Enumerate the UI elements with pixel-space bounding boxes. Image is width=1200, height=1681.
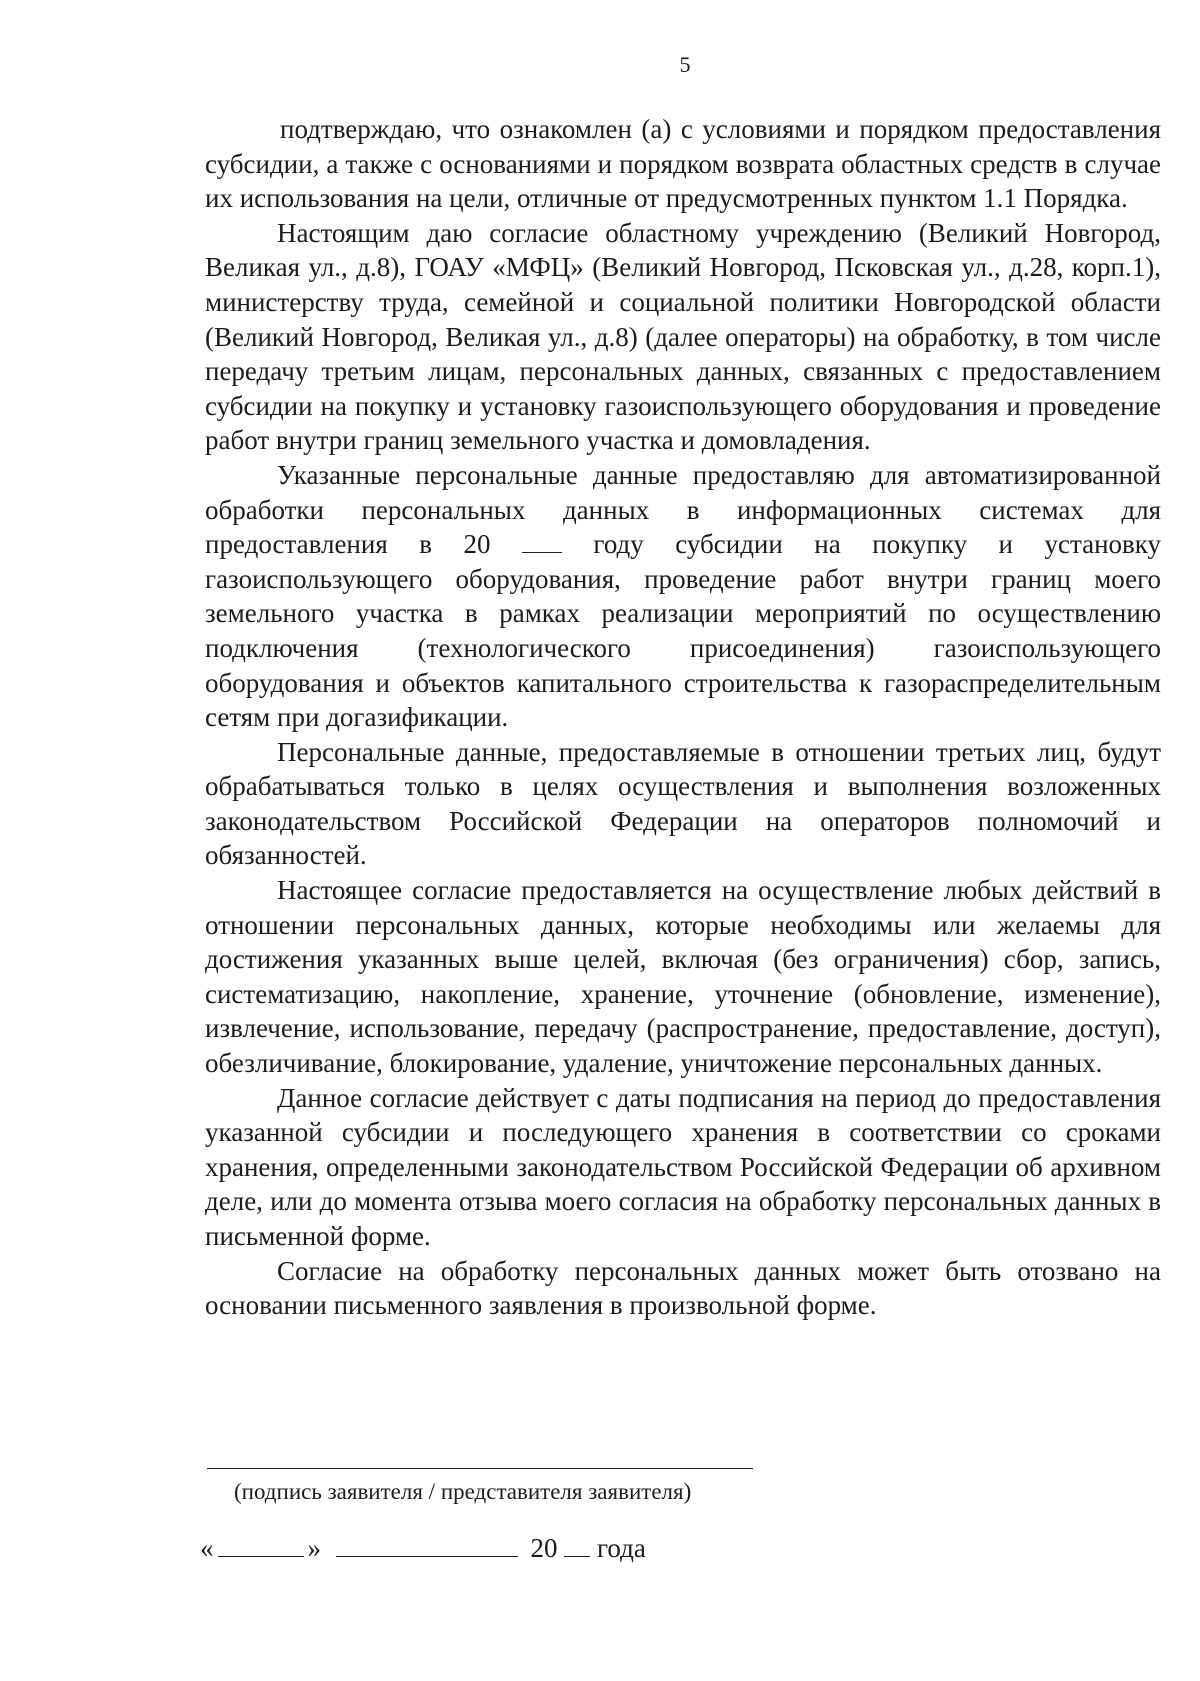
- date-year-word: года: [597, 1533, 646, 1563]
- paragraph-actions-scope: Настоящее согласие предоставляется на осуществление любых действий в отношении персональных данных, которые необходимы или желаемы для достижения указанных выше целей, включая (без ограничения) сбор, запись, систематизацию, накопление, хранение, уточнение (обновление, изменение), извлечение, использование, передачу (распространение, предоставление, доступ), обезличивание, блокирование, удаление, уничтожение персональных данных.: [205, 875, 1161, 1079]
- date-close-quote: »: [307, 1533, 321, 1563]
- paragraph-acknowledgement: подтверждаю, что ознакомлен (а) с условиями и порядком предоставления субсидии, а также с основаниями и порядком возврата областных средств в случае их использования на цели, отличные от предусмотренных пунктом 1.1 Порядка.: [205, 114, 1161, 214]
- paragraph-validity-period: Данное согласие действует с даты подписания на период до предоставления указанной субсидии и последующего хранения в соответствии со сроками хранения, определенными законодательством Российской Федерации об архивном деле, или до момента отзыва моего согласия на обработку персональных данных в письменной форме.: [205, 1082, 1161, 1251]
- signature-caption: (подпись заявителя / представителя заявителя): [234, 1479, 692, 1504]
- year-blank[interactable]: [522, 528, 562, 553]
- signature-line[interactable]: [207, 1468, 753, 1469]
- consent-text: [205, 112, 1161, 1323]
- paragraph-third-parties: Персональные данные, предоставляемые в отношении третьих лиц, будут обрабатываться только в целях осуществления и выполнения возложенных законодательством Российской Федерации на операторов полномочий и обязанностей.: [205, 736, 1161, 871]
- year-paragraph-end: году субсидии на покупку и установку газоиспользующего оборудования, проведение работ внутри границ моего земельного участка в рамках реализации мероприятий по осуществлению подключения (технологического присоединения) газоиспользующего оборудования и объектов капитального строительства к газораспределительным сетям при догазификации.: [205, 529, 1162, 733]
- date-open-quote: «: [200, 1533, 214, 1563]
- paragraph-automated-processing: [205, 458, 1161, 735]
- month-blank[interactable]: [336, 1532, 518, 1557]
- paragraph-consent-operators: Настоящим даю согласие областному учреждению (Великий Новгород, Великая ул., д.8), ГОАУ «МФЦ» (Великий Новгород, Псковская ул., д.28, корп.1), министерству труда, семейной и социальной политики Новгородской области (Великий Новгород, Великая ул., д.8) (далее операторы) на обработку, в том числе передачу третьим лицам, персональных данных, связанных с предоставлением субсидии на покупку и установку газоиспользующего оборудования и проведение работ внутри границ земельного участка и домовладения.: [205, 217, 1161, 456]
- date-year-prefix: 20: [530, 1533, 558, 1563]
- year-paragraph-start: Указанные персональные данные предоставляю для автоматизированной обработки персональных данных в информационных системах для предоставления в 20: [205, 459, 1161, 560]
- year-suffix-blank[interactable]: [564, 1532, 590, 1557]
- date-line: [200, 1532, 646, 1564]
- day-blank[interactable]: [218, 1532, 304, 1557]
- paragraph-withdrawal: Согласие на обработку персональных данных может быть отозвано на основании письменного заявления в произвольной форме.: [205, 1255, 1161, 1321]
- page-number: 5: [679, 52, 691, 77]
